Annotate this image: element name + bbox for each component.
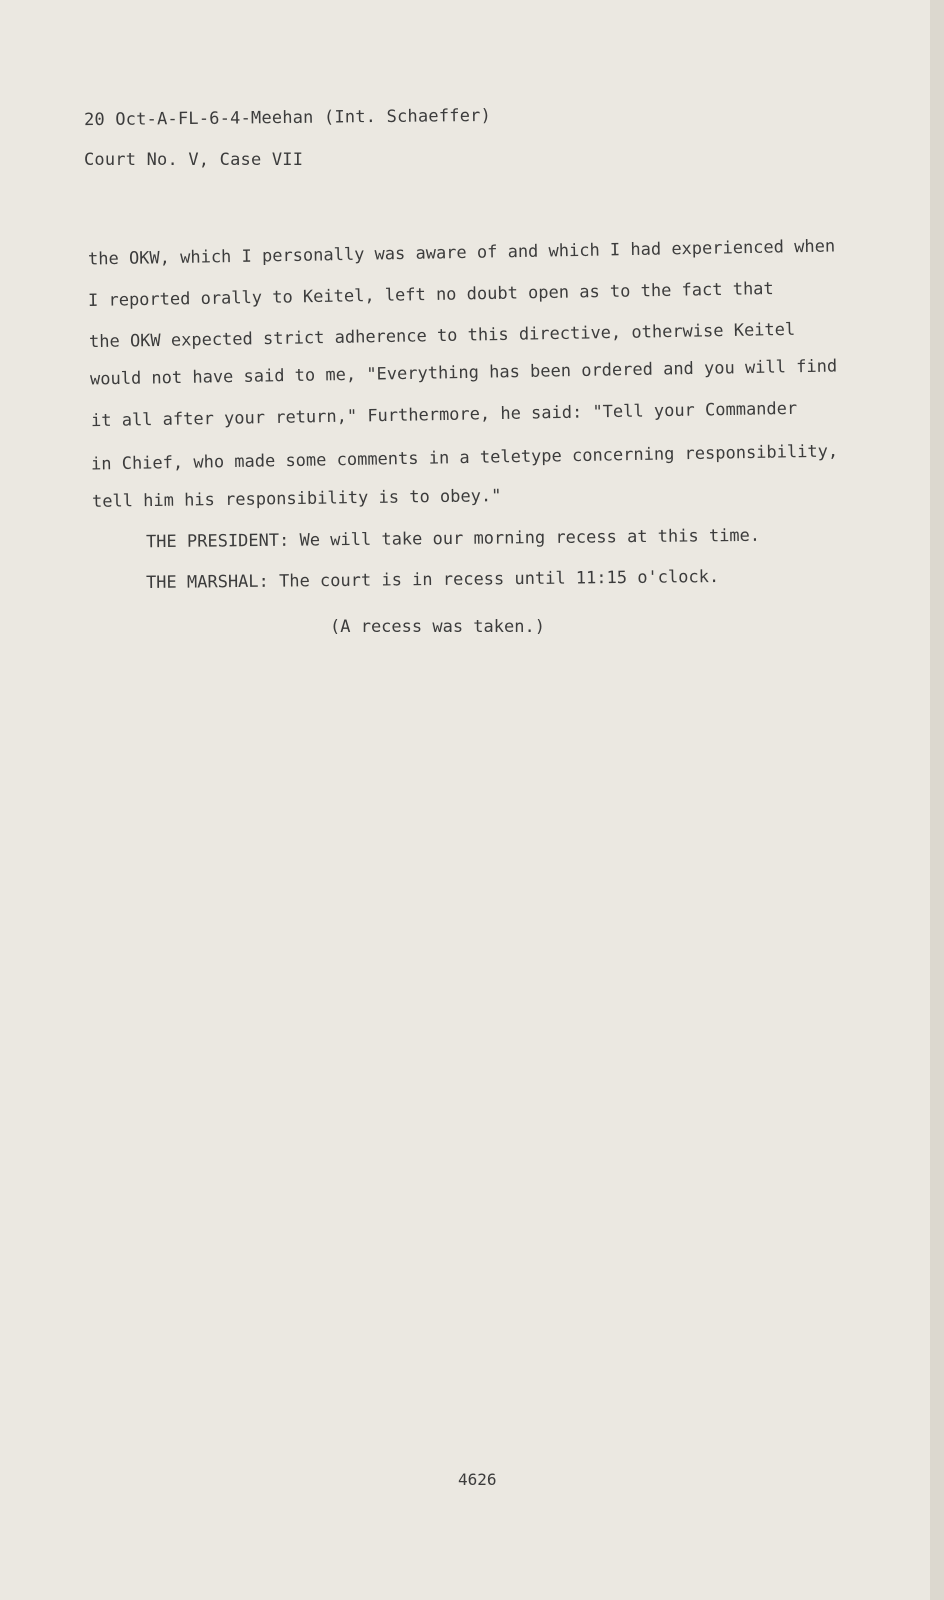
body-line-1: the OKW, which I personally was aware of and which I had experienced when: [87, 236, 836, 270]
header-court-case: Court No. V, Case VII: [84, 150, 304, 170]
president-statement: THE PRESIDENT: We will take our morning recess at this time.: [145, 525, 761, 553]
body-line-2: I reported orally to Keitel, left no doubt open as to the fact that: [87, 279, 774, 311]
body-line-3: the OKW expected strict adherence to this directive, otherwise Keitel: [88, 319, 796, 353]
page-edge: [930, 0, 944, 1600]
body-line-7: tell him his responsibility is to obey.": [91, 486, 502, 512]
recess-note: (A recess was taken.): [330, 617, 545, 637]
body-line-4: would not have said to me, "Everything has been ordered and you will find: [89, 356, 838, 390]
body-line-5: it all after your return," Furthermore, he said: "Tell your Commander: [90, 398, 798, 432]
marshal-statement: THE MARSHAL: The court is in recess until 11:15 o'clock.: [145, 566, 720, 594]
header-reference: 20 Oct-A-FL-6-4-Meehan (Int. Schaeffer): [83, 105, 492, 131]
body-line-6: in Chief, who made some comments in a teletype concerning responsibility,: [90, 441, 839, 475]
page-number: 4626: [458, 1470, 497, 1489]
